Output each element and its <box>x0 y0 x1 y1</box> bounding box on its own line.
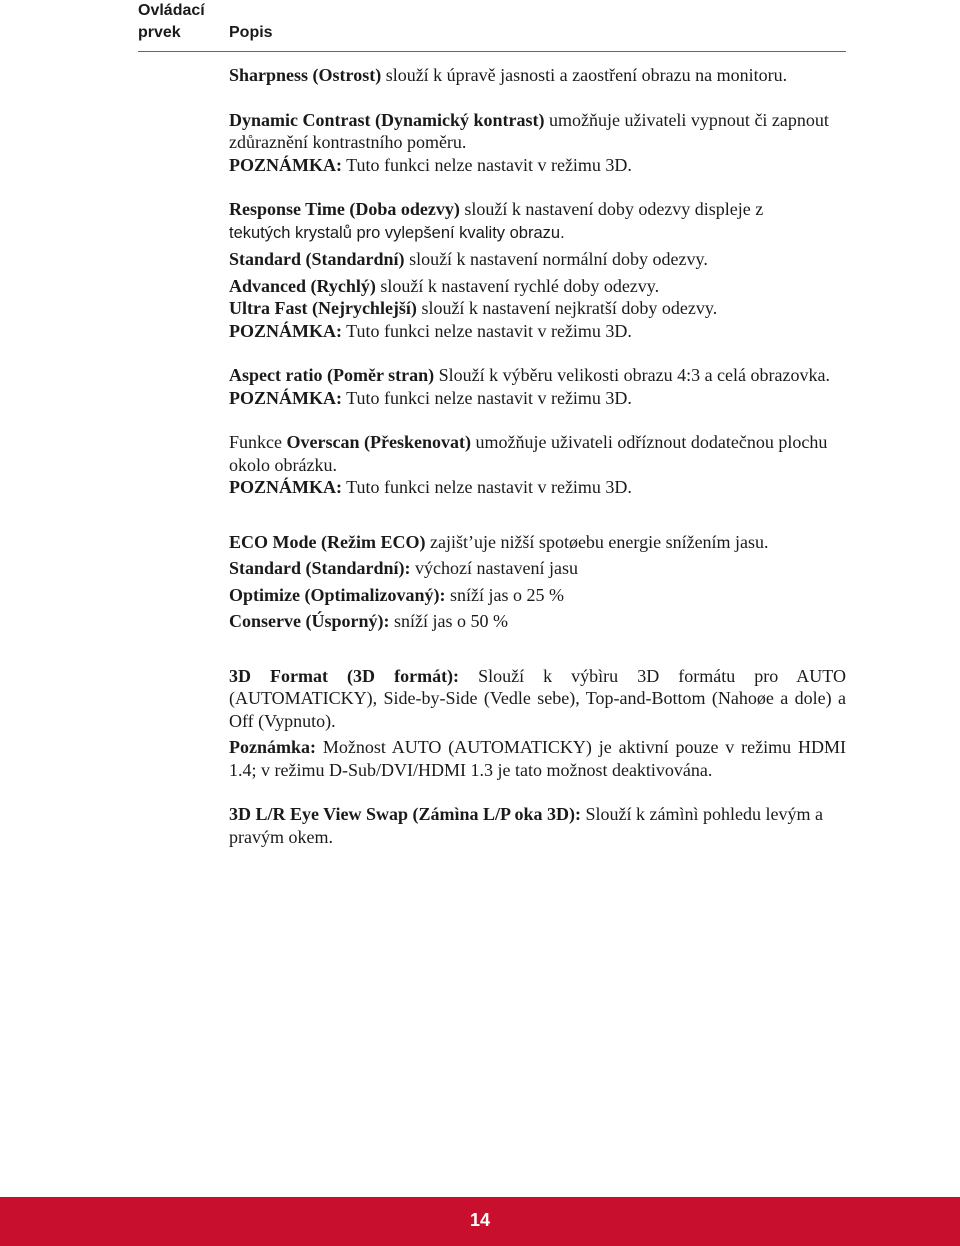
response-ultra-fast <box>229 297 846 320</box>
overscan-prefix: Funkce <box>229 432 287 452</box>
eco-conserve <box>229 610 846 633</box>
eco-standard <box>229 557 846 580</box>
dynamic-contrast-term: Dynamic Contrast (Dynamický kontrast) <box>229 109 545 130</box>
eco-mode-desc: zajišt’uje nižší spotøebu energie snížením jasu. <box>425 531 769 552</box>
eco-mode-paragraph <box>229 531 846 554</box>
format-3d-note <box>229 736 846 781</box>
dynamic-contrast-paragraph <box>229 109 846 154</box>
gap <box>229 342 846 364</box>
note-text: Tuto funkci nelze nastavit v režimu 3D. <box>341 320 632 341</box>
note-label: POZNÁMKA: <box>229 387 342 408</box>
aspect-ratio-note <box>229 387 846 410</box>
eco-optimize <box>229 584 846 607</box>
page-footer <box>0 1197 960 1246</box>
response-standard <box>229 248 846 271</box>
overscan-term: Overscan (Přeskenovat) <box>286 432 471 452</box>
aspect-ratio-paragraph <box>229 364 846 387</box>
column-header-control <box>138 0 205 44</box>
note-label: Poznámka: <box>229 737 316 757</box>
format-3d-term: 3D Format (3D formát): <box>229 665 460 686</box>
response-advanced-term: Advanced (Rychlý) <box>229 275 376 296</box>
format-3d-desc: Slouží k výbìru 3D formátu pro AUTO (AUTOMATICKY), Side-by-Side (Vedle sebe), Top-and-Bottom (Nahoøe a dole) a Off (Vypnuto). <box>229 665 846 731</box>
note-text: Možnost AUTO (AUTOMATICKY) je aktivní pouze v režimu HDMI 1.4; v režimu D-Sub/DVI/HDMI 1.3 je tato možnost deaktivována. <box>229 737 846 780</box>
gap <box>229 409 846 431</box>
eye-swap-desc: Slouží k zámìnì pohledu levým a pravým okem. <box>229 804 823 847</box>
response-time-note <box>229 320 846 343</box>
response-standard-term: Standard (Standardní) <box>229 249 405 269</box>
eye-swap-term: 3D L/R Eye View Swap (Zámìna L/P oka 3D): <box>229 804 582 824</box>
aspect-ratio-term: Aspect ratio (Poměr stran) <box>229 365 435 385</box>
page-number: 14 <box>469 1210 491 1230</box>
note-label: POZNÁMKA: <box>229 154 342 175</box>
note-text: Tuto funkci nelze nastavit v režimu 3D. <box>341 387 632 408</box>
gap <box>229 87 846 109</box>
column-header-control-line2: prvek <box>138 24 181 41</box>
note-text: Tuto funkci nelze nastavit v režimu 3D. <box>341 154 632 175</box>
response-standard-desc: slouží k nastavení normální doby odezvy. <box>404 249 708 269</box>
overscan-desc: umožňuje uživateli odříznout dodatečnou plochu okolo obrázku. <box>229 432 828 475</box>
response-time-term: Response Time (Doba odezvy) <box>229 199 460 219</box>
header-divider <box>138 51 846 52</box>
column-header-control-line1: Ovládací <box>138 2 205 19</box>
table-header <box>0 0 960 52</box>
eye-swap-paragraph <box>229 803 846 848</box>
eco-standard-term: Standard (Standardní): <box>229 558 411 578</box>
eco-mode-term: ECO Mode (Režim ECO) <box>229 531 426 552</box>
gap <box>229 781 846 803</box>
column-header-description: Popis <box>229 24 273 41</box>
response-ultra-term: Ultra Fast (Nejrychlejší) <box>229 298 417 318</box>
response-ultra-desc: slouží k nastavení nejkratší doby odezvy. <box>416 298 718 318</box>
note-label: POZNÁMKA: <box>229 477 342 497</box>
overscan-note <box>229 476 846 499</box>
eco-optimize-desc: sníží jas o 25 % <box>445 584 564 605</box>
overscan-paragraph <box>229 431 846 476</box>
response-advanced <box>229 275 846 298</box>
gap <box>229 499 846 531</box>
dynamic-contrast-desc: umožňuje uživateli vypnout či zapnout zdůraznění kontrastního poměru. <box>229 109 829 152</box>
response-time-paragraph <box>229 198 846 244</box>
eco-conserve-desc: sníží jas o 50 % <box>389 611 508 631</box>
dynamic-contrast-note <box>229 154 846 177</box>
response-time-desc: slouží k nastavení doby odezvy displeje z <box>459 199 764 219</box>
note-label: POZNÁMKA: <box>229 320 342 341</box>
response-time-desc-continued: tekutých krystalů pro vylepšení kvality obrazu. <box>229 223 565 242</box>
sharpness-term: Sharpness (Ostrost) <box>229 65 382 85</box>
sharpness-paragraph <box>229 64 846 87</box>
eco-conserve-term: Conserve (Úsporný): <box>229 611 390 631</box>
aspect-ratio-desc: Slouží k výběru velikosti obrazu 4:3 a celá obrazovka. <box>434 365 830 385</box>
description-column <box>229 60 846 848</box>
response-advanced-desc: slouží k nastavení rychlé doby odezvy. <box>375 275 660 296</box>
eco-standard-desc: výchozí nastavení jasu <box>410 558 578 578</box>
gap <box>229 633 846 665</box>
note-text: Tuto funkci nelze nastavit v režimu 3D. <box>341 477 632 497</box>
sharpness-desc: slouží k úpravě jasnosti a zaostření obrazu na monitoru. <box>381 65 788 85</box>
format-3d-paragraph <box>229 665 846 733</box>
eco-optimize-term: Optimize (Optimalizovaný): <box>229 584 446 605</box>
gap <box>229 176 846 198</box>
